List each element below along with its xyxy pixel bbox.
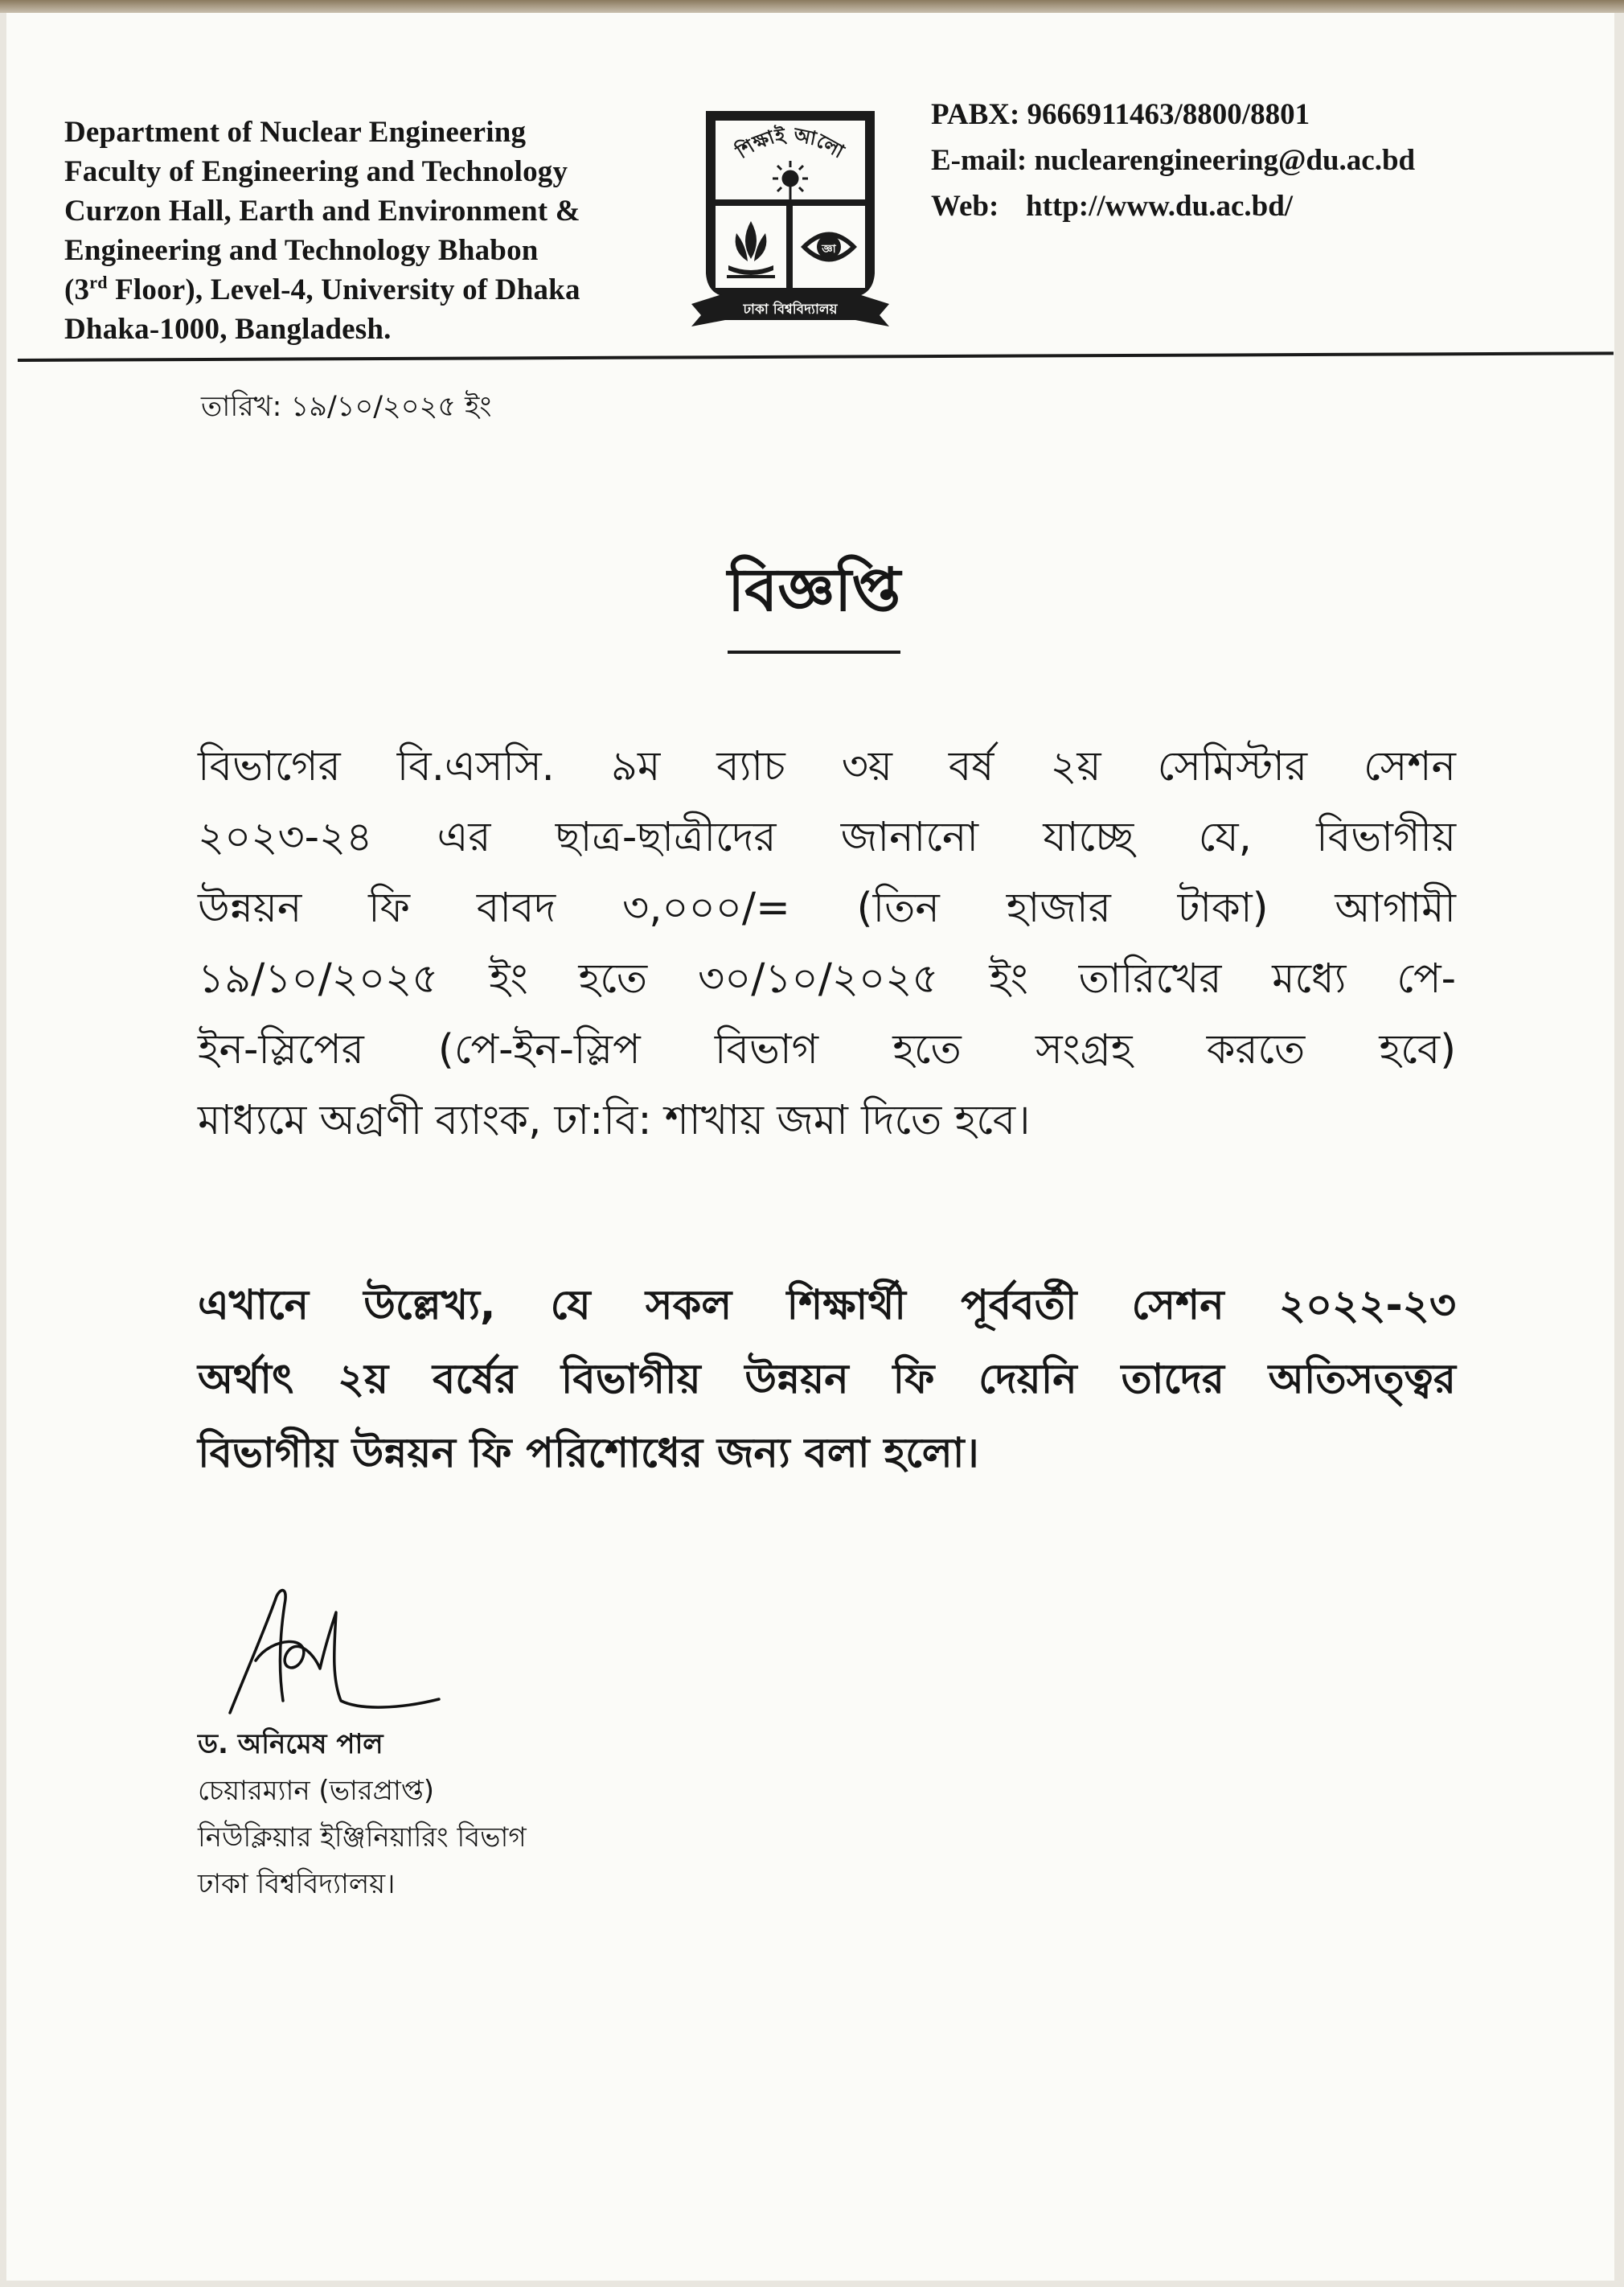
- pabx-value: 9666911463/8800/8801: [1027, 98, 1310, 131]
- university-logo: [690, 105, 891, 334]
- address-line-floor: [64, 270, 675, 310]
- paragraph-line: বিভাগীয় উন্নয়ন ফি পরিশোধের জন্য বলা হলো।: [198, 1430, 979, 1477]
- paragraph-line: ১৯/১০/২০২৫ ইং হতে ৩০/১০/২০২৫ ইং তারিখের মধ্যে পে-: [198, 955, 1456, 1003]
- web-value[interactable]: http://www.du.ac.bd/: [1026, 190, 1294, 223]
- department-address: [64, 113, 675, 349]
- web-label: Web:: [931, 190, 999, 223]
- paragraph-line: এখানে উল্লেখ্য, যে সকল শিক্ষার্থী পূর্ববর্তী সেশন ২০২২-২৩: [198, 1282, 1456, 1329]
- signatory-designation: চেয়ারম্যান (ভারপ্রাপ্ত): [198, 1775, 435, 1807]
- pabx-label: PABX:: [931, 98, 1020, 131]
- paragraph-line: ইন-স্লিপের (পে-ইন-স্লিপ বিভাগ হতে সংগ্রহ করতে হবে): [198, 1026, 1456, 1074]
- notice-date: তারিখ: ১৯/১০/২০২৫ ইং: [201, 391, 492, 423]
- notice-paragraph-1: [198, 732, 1456, 1156]
- signatory-university: ঢাকা বিশ্ববিদ্যালয়।: [198, 1868, 396, 1900]
- email-label: E-mail:: [931, 144, 1027, 177]
- signatory-name: ড. অনিমেষ পাল: [198, 1728, 383, 1760]
- address-line: Department of Nuclear Engineering: [64, 116, 527, 149]
- signatory-block: [198, 1721, 527, 1907]
- eye-letter: জ্ঞা: [822, 243, 836, 256]
- email-value[interactable]: nuclearengineering@du.ac.bd: [1034, 144, 1416, 177]
- paragraph-line: ২০২৩-২৪ এর ছাত্র-ছাত্রীদের জানানো যাচ্ছে যে, বিভাগীয়: [198, 814, 1456, 861]
- floor-prefix: (3: [64, 273, 90, 306]
- pabx-line: [931, 92, 1590, 138]
- logo-ribbon-text: ঢাকা বিশ্ববিদ্যালয়: [743, 302, 838, 318]
- notice-title: বিজ্ঞপ্তি: [728, 545, 900, 654]
- address-line: Curzon Hall, Earth and Environment &: [64, 195, 580, 228]
- paper-top-edge: [0, 0, 1624, 13]
- address-line: Dhaka-1000, Bangladesh.: [64, 313, 392, 346]
- paragraph-line: মাধ্যমে অগ্রণী ব্যাংক, ঢা:বি: শাখায় জমা দিতে হবে।: [198, 1097, 1031, 1144]
- contact-block: [931, 92, 1590, 229]
- signatory-department: নিউক্লিয়ার ইঞ্জিনিয়ারিং বিভাগ: [198, 1821, 527, 1854]
- paragraph-line: বিভাগের বি.এসসি. ৯ম ব্যাচ ৩য় বর্ষ ২য় সেমিস্টার সেশন: [198, 743, 1456, 790]
- logo-motto: শিক্ষাই আলো: [732, 123, 848, 163]
- floor-superscript: rd: [89, 272, 108, 293]
- signature: [224, 1580, 449, 1717]
- address-line: Engineering and Technology Bhabon: [64, 234, 539, 267]
- paragraph-line: উন্নয়ন ফি বাবদ ৩,০০০/= (তিন হাজার টাকা) আগামী: [198, 885, 1456, 932]
- floor-rest: Floor), Level-4, University of Dhaka: [115, 273, 580, 306]
- notice-paragraph-2: [198, 1269, 1456, 1491]
- address-line: Faculty of Engineering and Technology: [64, 155, 568, 188]
- email-line: [931, 138, 1590, 183]
- web-line: [931, 183, 1590, 229]
- paragraph-line: অর্থাৎ ২য় বর্ষের বিভাগীয় উন্নয়ন ফি দেয়নি তাদের অতিসত্ত্বর: [198, 1356, 1456, 1403]
